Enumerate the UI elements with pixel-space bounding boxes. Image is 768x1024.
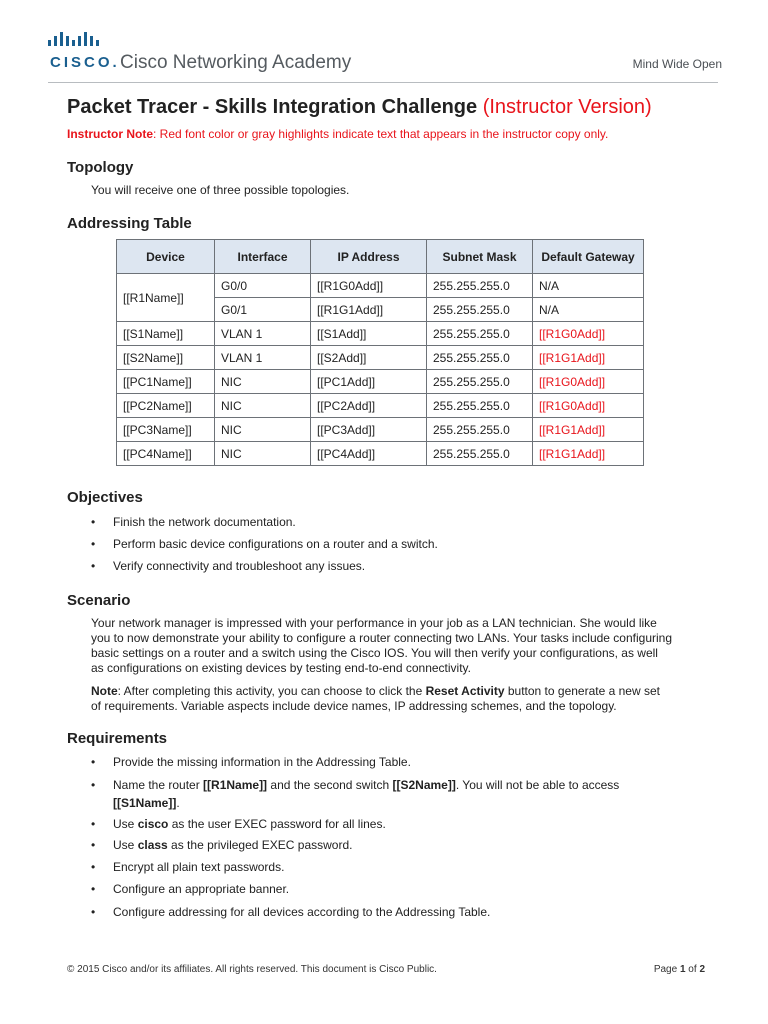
table-cell: [[PC3Add]] [311, 418, 427, 442]
table-cell: [[R1G0Add]] [533, 394, 644, 418]
table-row [117, 394, 644, 418]
scenario-paragraph: Your network manager is impressed with your performance in your job as a LAN technician. She would like you to now demonstrate your ability to configure a router connecting two LANs. Your tasks include configuring basic settings on a router and a switch using the Cisco IOS. You will then verify your configurations, as well as configurations on existing devices by testing end-to-end connectivity. [91, 616, 672, 675]
table-row [117, 418, 644, 442]
table-row [117, 322, 644, 346]
table-cell: 255.255.255.0 [427, 418, 533, 442]
addressing-heading: Addressing Table [67, 215, 192, 232]
table-cell: VLAN 1 [215, 346, 311, 370]
table-cell: NIC [215, 394, 311, 418]
requirements-heading: Requirements [67, 730, 168, 747]
table-cell: [[R1G1Add]] [533, 418, 644, 442]
table-cell: N/A [533, 298, 644, 322]
table-cell: 255.255.255.0 [427, 298, 533, 322]
instructor-note: Instructor Note: Red font color or gray highlights indicate text that appears in the instructor copy only. [67, 127, 609, 141]
table-cell: [[S2Add]] [311, 346, 427, 370]
header-divider [48, 82, 718, 83]
table-header-row [117, 240, 644, 274]
table-cell: [[S2Name]] [117, 346, 215, 370]
copyright-footer: © 2015 Cisco and/or its affiliates. All rights reserved. This document is Cisco Public. [67, 964, 437, 975]
tagline: Mind Wide Open [632, 57, 722, 71]
cisco-wordmark: CISCO. [50, 54, 120, 71]
scenario-note: Note: After completing this activity, you can choose to click the Reset Activity button to generate a new set of requirements. Variable aspects include device names, IP addressing schemes, and the topology. [91, 684, 660, 713]
table-cell: [[R1G1Add]] [311, 298, 427, 322]
scenario-heading: Scenario [67, 592, 131, 609]
table-cell: [[PC4Add]] [311, 442, 427, 466]
academy-name: Cisco Networking Academy [120, 52, 352, 73]
table-cell: [[PC4Name]] [117, 442, 215, 466]
page-header [0, 0, 768, 84]
table-cell: [[PC3Name]] [117, 418, 215, 442]
table-cell: [[PC1Name]] [117, 370, 215, 394]
table-row [117, 274, 644, 298]
table-cell: VLAN 1 [215, 322, 311, 346]
table-cell: [[R1Name]] [117, 274, 215, 322]
addressing-table [116, 239, 644, 466]
table-cell: 255.255.255.0 [427, 274, 533, 298]
table-cell: [[PC1Add]] [311, 370, 427, 394]
table-row [117, 442, 644, 466]
table-cell: 255.255.255.0 [427, 370, 533, 394]
table-row [117, 346, 644, 370]
table-cell: G0/1 [215, 298, 311, 322]
table-cell: [[S1Add]] [311, 322, 427, 346]
table-cell: [[R1G0Add]] [311, 274, 427, 298]
page-number: Page 1 of 2 [653, 964, 705, 975]
table-cell: [[PC2Name]] [117, 394, 215, 418]
table-cell: [[R1G0Add]] [533, 370, 644, 394]
table-cell: N/A [533, 274, 644, 298]
table-cell: G0/0 [215, 274, 311, 298]
column-header: Subnet Mask [427, 240, 533, 274]
table-cell: 255.255.255.0 [427, 322, 533, 346]
table-cell: NIC [215, 370, 311, 394]
table-cell: [[PC2Add]] [311, 394, 427, 418]
table-row [117, 370, 644, 394]
table-cell: NIC [215, 442, 311, 466]
objectives-heading: Objectives [67, 489, 143, 506]
table-cell: [[S1Name]] [117, 322, 215, 346]
table-cell: NIC [215, 418, 311, 442]
table-cell: 255.255.255.0 [427, 442, 533, 466]
table-cell: 255.255.255.0 [427, 346, 533, 370]
column-header: Interface [215, 240, 311, 274]
page-title: Packet Tracer - Skills Integration Challenge (Instructor Version) [67, 96, 652, 118]
column-header: Default Gateway [533, 240, 644, 274]
column-header: IP Address [311, 240, 427, 274]
topology-heading: Topology [67, 159, 134, 176]
table-cell: [[R1G1Add]] [533, 346, 644, 370]
table-cell: [[R1G1Add]] [533, 442, 644, 466]
column-header: Device [117, 240, 215, 274]
topology-text: You will receive one of three possible topologies. [91, 183, 350, 197]
table-cell: 255.255.255.0 [427, 394, 533, 418]
table-cell: [[R1G0Add]] [533, 322, 644, 346]
